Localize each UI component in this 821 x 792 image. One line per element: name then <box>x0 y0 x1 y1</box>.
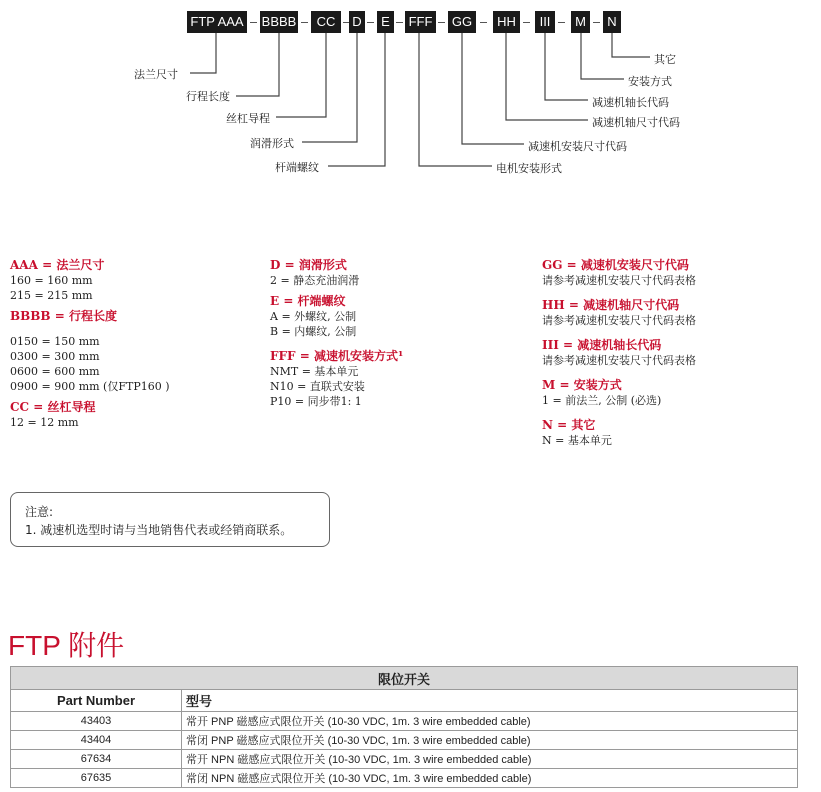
legend-line: 1 = 前法兰, 公制 (必选) <box>542 394 662 407</box>
notes-title: 注意: <box>25 505 54 519</box>
callout-gearbox-mount-code: 减速机安装尺寸代码 <box>528 140 627 153</box>
code-dash <box>367 22 374 23</box>
callout-gearbox-shaft-code: 减速机轴尺寸代码 <box>592 116 680 129</box>
legend-heading-iii: III = 减速机轴长代码 <box>542 338 662 352</box>
code-segment-ftp-aaa: FTP AAA <box>187 11 247 33</box>
legend-line: P10 = 同步带1: 1 <box>270 395 362 408</box>
legend-line: 0900 = 900 mm (仅FTP160 ) <box>10 380 170 393</box>
code-segment-m: M <box>571 11 590 33</box>
table-group-header: 限位开关 <box>11 667 798 690</box>
part-number-cell: 43403 <box>11 712 182 731</box>
code-dash <box>523 22 530 23</box>
callout-flange-size: 法兰尺寸 <box>134 68 178 81</box>
legend-heading-gg: GG = 减速机安装尺寸代码 <box>542 258 689 272</box>
legend-line: 12 = 12 mm <box>10 416 79 429</box>
code-segment-gg: GG <box>448 11 476 33</box>
code-segment-cc: CC <box>311 11 341 33</box>
code-dash <box>480 22 487 23</box>
legend-heading-bbbb: BBBB = 行程长度 <box>10 309 117 323</box>
code-segment-iii: III <box>535 11 555 33</box>
legend-line: 0150 = 150 mm <box>10 335 100 348</box>
code-segment-n: N <box>603 11 621 33</box>
table-row <box>11 712 798 731</box>
callout-motor-mount: 电机安装形式 <box>496 162 562 175</box>
legend-line: 请参考减速机安装尺寸代码表格 <box>542 314 696 327</box>
table-row <box>11 750 798 769</box>
table-row <box>11 731 798 750</box>
accessories-table <box>10 666 798 788</box>
callout-rod-end-thread: 杆端螺纹 <box>275 161 319 174</box>
legend-line: 0300 = 300 mm <box>10 350 100 363</box>
code-dash <box>558 22 565 23</box>
section-title: FTP 附件 <box>8 630 125 661</box>
part-number-cell: 67635 <box>11 769 182 788</box>
code-dash <box>301 22 308 23</box>
code-segment-d: D <box>349 11 365 33</box>
model-cell: 常开 NPN 磁感应式限位开关 (10-30 VDC, 1m. 3 wire embedded cable) <box>182 750 798 769</box>
model-cell: 常闭 PNP 磁感应式限位开关 (10-30 VDC, 1m. 3 wire embedded cable) <box>182 731 798 750</box>
legend-line: 0600 = 600 mm <box>10 365 100 378</box>
legend-column-2 <box>270 258 403 409</box>
notes-item: 1. 减速机选型时请与当地销售代表或经销商联系。 <box>25 523 293 537</box>
code-segment-fff: FFF <box>405 11 436 33</box>
legend-line: 215 = 215 mm <box>10 289 93 302</box>
table-row <box>11 769 798 788</box>
model-cell: 常闭 NPN 磁感应式限位开关 (10-30 VDC, 1m. 3 wire embedded cable) <box>182 769 798 788</box>
legend-line: 2 = 静态充油润滑 <box>270 274 360 287</box>
callout-lubrication: 润滑形式 <box>250 137 294 150</box>
code-dash <box>250 22 257 23</box>
code-dash <box>438 22 445 23</box>
part-number-cell: 43404 <box>11 731 182 750</box>
column-header-model: 型号 <box>182 690 798 712</box>
code-segment-bbbb: BBBB <box>260 11 298 33</box>
legend-column-3 <box>542 258 696 448</box>
part-number-cell: 67634 <box>11 750 182 769</box>
code-segment-e: E <box>377 11 394 33</box>
legend-line: NMT = 基本单元 <box>270 365 359 378</box>
legend-line: A = 外螺纹, 公制 <box>270 310 357 323</box>
code-dash <box>593 22 600 23</box>
legend-line: 160 = 160 mm <box>10 274 93 287</box>
legend-heading-aaa: AAA = 法兰尺寸 <box>10 258 105 272</box>
legend-line: N = 基本单元 <box>542 434 612 447</box>
code-segment-hh: HH <box>493 11 520 33</box>
callout-screw-lead: 丝杠导程 <box>226 112 270 125</box>
notes-box <box>10 492 330 547</box>
callout-stroke-length: 行程长度 <box>186 90 230 103</box>
legend-line: 请参考减速机安装尺寸代码表格 <box>542 354 696 367</box>
legend-column-1 <box>10 258 170 430</box>
legend-heading-e: E = 杆端螺纹 <box>270 294 346 308</box>
callout-other: 其它 <box>654 53 676 66</box>
legend-heading-n: N = 其它 <box>542 418 596 432</box>
callout-mounting: 安装方式 <box>628 75 672 88</box>
legend-line: N10 = 直联式安装 <box>270 380 365 393</box>
legend-heading-fff: FFF = 减速机安装方式¹ <box>270 349 404 363</box>
legend-line: 请参考减速机安装尺寸代码表格 <box>542 274 696 287</box>
model-cell: 常开 PNP 磁感应式限位开关 (10-30 VDC, 1m. 3 wire embedded cable) <box>182 712 798 731</box>
callout-gearbox-shaft-length-code: 减速机轴长代码 <box>592 96 669 109</box>
legend-heading-cc: CC = 丝杠导程 <box>10 400 96 414</box>
legend-heading-d: D = 润滑形式 <box>270 258 347 272</box>
legend-heading-m: M = 安装方式 <box>542 378 622 392</box>
code-dash <box>396 22 403 23</box>
legend-line: B = 内螺纹, 公制 <box>270 325 357 338</box>
column-header-part-number: Part Number <box>11 690 182 712</box>
legend-heading-hh: HH = 减速机轴尺寸代码 <box>542 298 680 312</box>
